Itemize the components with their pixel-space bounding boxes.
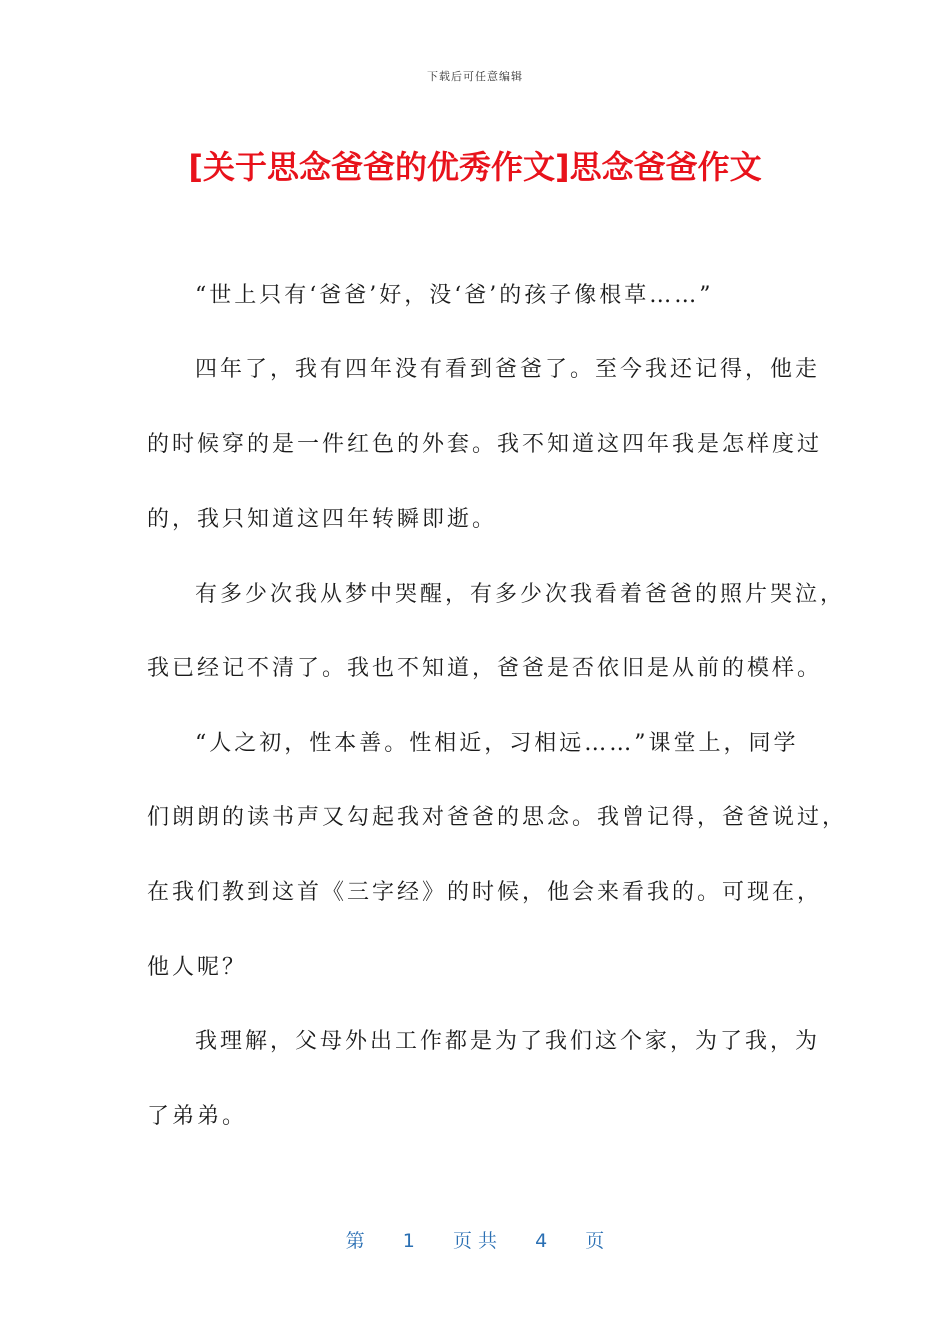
header-note: 下载后可任意编辑 [427,70,523,83]
page-number: 1 [402,1230,415,1252]
page-total: 4 [535,1230,548,1252]
paragraph-line: 四年了，我有四年没有看到爸爸了。至今我还记得，他走 [195,357,821,382]
paragraph-line: 们朗朗的读书声又勾起我对爸爸的思念。我曾记得，爸爸说过， [147,805,848,830]
document-title: [关于思念爸爸的优秀作文]思念爸爸作文 [188,148,762,186]
paragraph-line: 我已经记不清了。我也不知道，爸爸是否依旧是从前的模样。 [147,656,823,681]
paragraph-line: 他人呢？ [147,955,248,980]
paragraph-line: “世上只有‘爸爸’好，没‘爸’的孩子像根草……” [195,283,714,308]
paragraph-line: “人之初，性本善。性相近，习相远……”课堂上，同学 [195,731,799,756]
paragraph-line: 在我们教到这首《三字经》的时候，他会来看我的。可现在， [147,880,823,905]
paragraph-line: 的，我只知道这四年转瞬即逝。 [147,507,498,532]
footer-middle: 页 共 [452,1230,498,1252]
page-footer [0,1226,950,1253]
footer-suffix: 页 [585,1230,605,1252]
paragraph-line: 有多少次我从梦中哭醒，有多少次我看着爸爸的照片哭泣， [195,582,846,607]
paragraph-line: 我理解，父母外出工作都是为了我们这个家，为了我，为 [195,1029,821,1054]
footer-prefix: 第 [345,1230,365,1252]
paragraph-line: 了弟弟。 [147,1104,248,1129]
paragraph-line: 的时候穿的是一件红色的外套。我不知道这四年我是怎样度过 [147,432,823,457]
